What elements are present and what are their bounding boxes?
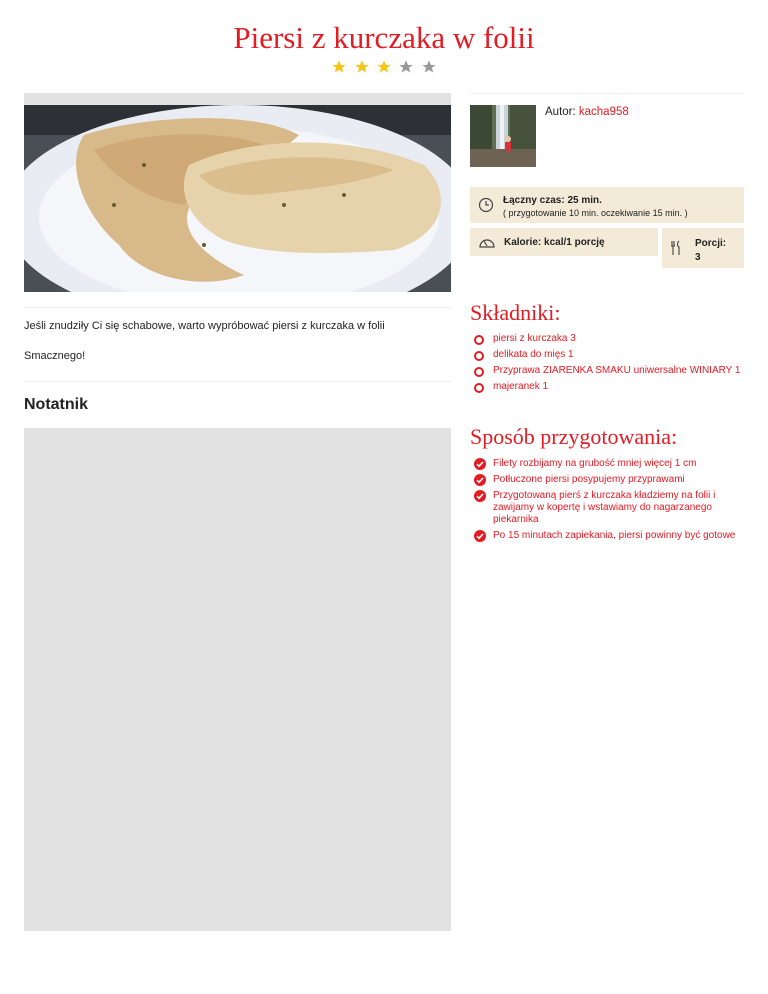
calories-label: Kalorie: kcal/1 porcję (504, 237, 605, 248)
ingredients-list (474, 333, 744, 397)
clock-icon (478, 197, 494, 213)
ingredient-item (474, 349, 744, 361)
ring-bullet-icon (474, 351, 484, 361)
divider (24, 293, 451, 308)
ingredients-title: Składniki: (470, 300, 561, 325)
servings-label (695, 237, 735, 265)
check-circle-icon (474, 474, 486, 486)
divider (24, 381, 451, 382)
star-icon[interactable] (421, 59, 437, 75)
servings-info (662, 228, 744, 268)
ingredient-text: Przyprawa ZIARENKA SMAKU uniwersalne WINIARY 1 (493, 365, 741, 376)
preparation-title: Sposób przygotowania: (470, 424, 678, 449)
recipe-closing: Smacznego! (24, 350, 86, 362)
star-icon[interactable] (354, 59, 370, 75)
step-text: Przygotowaną pierś z kurczaka kładziemy na folii i zawijamy w kopertę i wstawiamy do nagarzanego piekarnika (493, 490, 716, 525)
step-item (474, 530, 736, 542)
step-text: Filety rozbijamy na grubość mniej więcej 1 cm (493, 458, 697, 469)
notes-title: Notatnik (24, 396, 88, 413)
step-text: Po 15 minutach zapiekania, piersi powinny być gotowe (493, 530, 736, 541)
cutlery-icon (670, 240, 682, 256)
ingredient-item (474, 333, 744, 345)
notes-area[interactable] (24, 428, 451, 931)
time-info (470, 187, 744, 223)
author-link[interactable]: kacha958 (578, 106, 629, 118)
ingredient-item (474, 381, 744, 393)
author-label: Autor: (545, 106, 576, 118)
rating-stars[interactable] (0, 59, 768, 80)
check-circle-icon (474, 530, 486, 542)
step-item (474, 474, 736, 486)
ingredient-text: piersi z kurczaka 3 (493, 333, 576, 344)
recipe-photo (24, 105, 451, 292)
calories-info (470, 228, 658, 256)
ring-bullet-icon (474, 367, 484, 377)
check-circle-icon (474, 458, 486, 470)
gauge-icon (478, 234, 496, 250)
star-icon[interactable] (398, 59, 414, 75)
recipe-title: Piersi z kurczaka w folii (233, 20, 535, 55)
ring-bullet-icon (474, 335, 484, 345)
recipe-description: Jeśli znudziły Ci się schabowe, warto wypróbować piersi z kurczaka w folii (24, 320, 385, 332)
ingredient-text: delikata do mięs 1 (493, 349, 574, 360)
total-time: Łączny czas: 25 min. (503, 195, 602, 206)
step-item (474, 490, 736, 526)
servings-value: 3 (695, 252, 701, 263)
author-avatar[interactable] (470, 105, 536, 167)
step-text: Potłuczone piersi posypujemy przyprawami (493, 474, 685, 485)
ingredient-item (474, 365, 744, 377)
image-top-bar (24, 93, 451, 105)
divider (470, 93, 744, 94)
ring-bullet-icon (474, 383, 484, 393)
author-info (545, 106, 629, 118)
ingredient-text: majeranek 1 (493, 381, 549, 392)
servings-text: Porcji: (695, 238, 727, 249)
step-item (474, 458, 736, 470)
star-icon[interactable] (376, 59, 392, 75)
check-circle-icon (474, 490, 486, 502)
star-icon[interactable] (331, 59, 347, 75)
time-detail: ( przygotowanie 10 min. oczekiwanie 15 min. ) (503, 208, 688, 218)
steps-list (474, 458, 736, 546)
